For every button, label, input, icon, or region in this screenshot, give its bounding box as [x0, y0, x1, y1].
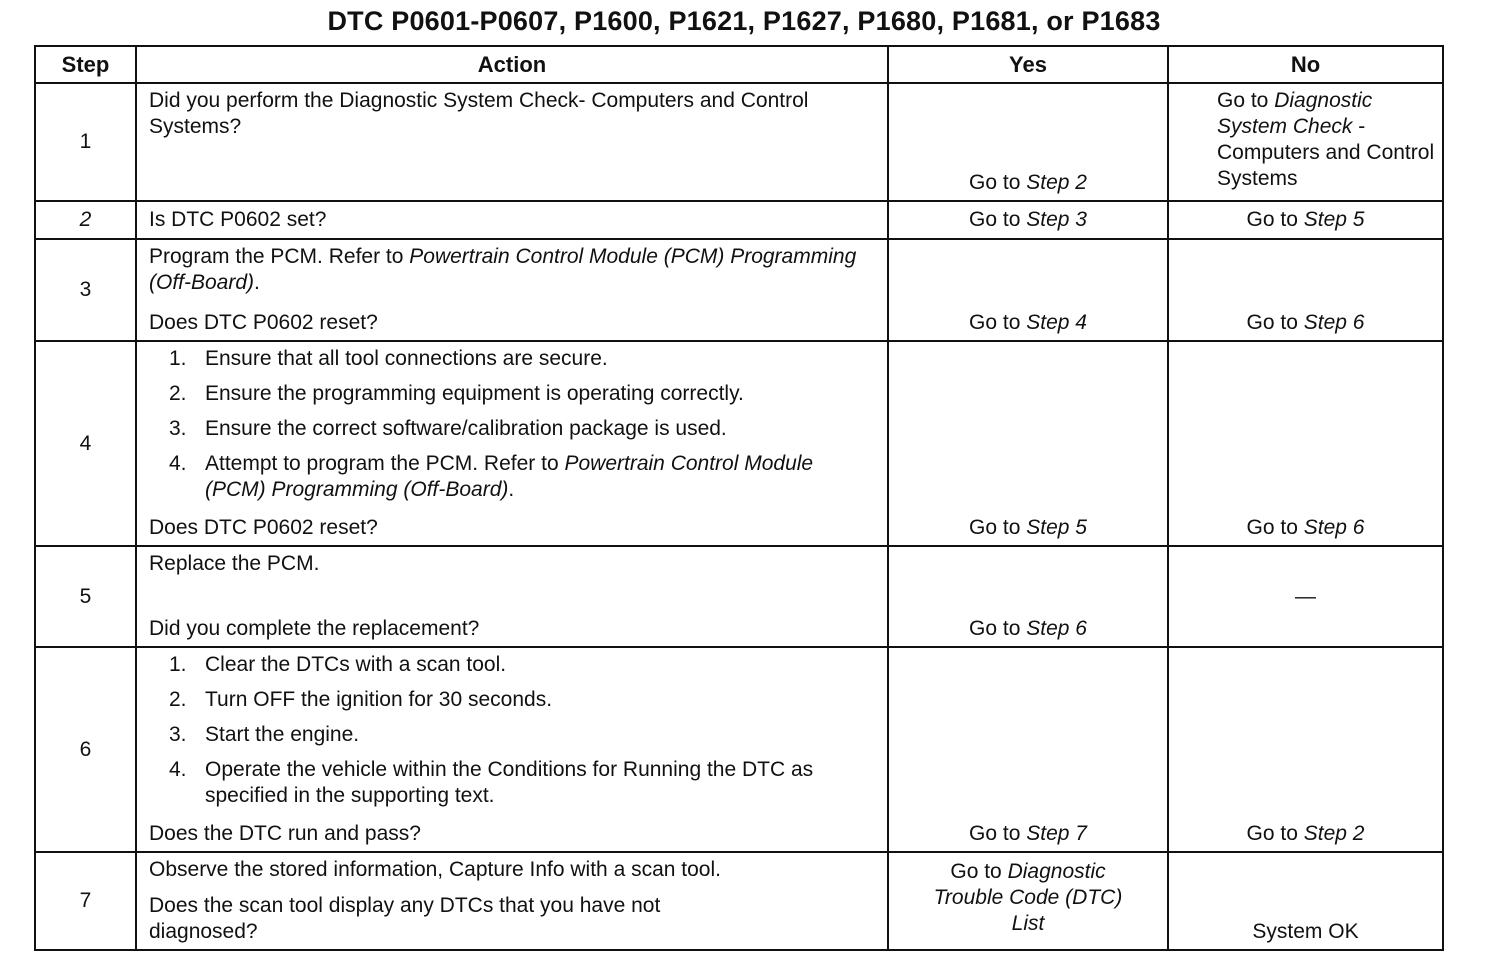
- no-rest: - Computers and Control Systems: [1217, 115, 1435, 190]
- no-cell: [1168, 83, 1443, 201]
- action-cell: Program the PCM. Refer to Powertrain Control Module (PCM) Programming (Off-Board). Does DTC P0602 reset?: [136, 239, 888, 341]
- no-prefix: Go to: [1246, 516, 1298, 539]
- list-item: 3. Start the engine.: [169, 723, 360, 746]
- action-cell: [136, 546, 888, 647]
- no-prefix: Go to: [1217, 89, 1269, 112]
- yes-cell: [888, 647, 1168, 852]
- table-row: [35, 83, 1443, 201]
- list-item: 1. Clear the DTCs with a scan tool.: [169, 653, 507, 676]
- yes-prefix: Go to: [969, 171, 1021, 194]
- yes-prefix: Go to: [969, 311, 1021, 334]
- no-prefix: Go to: [1246, 208, 1298, 231]
- action-text: Program the PCM. Refer to: [149, 245, 404, 268]
- table-row: [35, 546, 1443, 647]
- yes-prefix: Go to: [969, 516, 1021, 539]
- step-number: 1: [35, 83, 136, 201]
- no-link[interactable]: Step 6: [1303, 311, 1365, 334]
- action-list: [149, 652, 875, 809]
- table-row: [35, 647, 1443, 852]
- header-step: Step: [35, 46, 136, 83]
- yes-cell: [888, 341, 1168, 546]
- list-item: 2. Turn OFF the ignition for 30 seconds.: [169, 688, 553, 711]
- step-number-text: 2: [79, 208, 92, 231]
- table-row: [35, 341, 1443, 546]
- yes-link[interactable]: Step 4: [1026, 311, 1087, 334]
- no-dash: —: [1295, 584, 1316, 608]
- step-number: [35, 201, 136, 239]
- yes-link[interactable]: Step 5: [1026, 516, 1087, 539]
- action-cell: [136, 647, 888, 852]
- yes-prefix: Go to: [969, 208, 1021, 231]
- action-question: Does the DTC run and pass?: [149, 822, 421, 845]
- header-no: No: [1168, 46, 1443, 83]
- no-prefix: Go to: [1246, 822, 1298, 845]
- yes-cell: [888, 83, 1168, 201]
- action-question: Did you complete the replacement?: [149, 617, 480, 640]
- no-cell: [1168, 546, 1443, 647]
- action-reference[interactable]: Powertrain Control Module (PCM) Programming (Off-Board): [205, 452, 814, 501]
- no-link[interactable]: Step 5: [1303, 208, 1365, 231]
- yes-link[interactable]: Step 2: [1026, 171, 1087, 194]
- list-item: 4. Attempt to program the PCM. Refer to Powertrain Control Module (PCM) Programming (Off-Board).: [169, 452, 814, 501]
- table-row: [35, 239, 1443, 341]
- step-number: 5: [35, 546, 136, 647]
- list-item: 3. Ensure the correct software/calibration package is used.: [169, 417, 727, 440]
- action-question: Does DTC P0602 reset?: [149, 311, 378, 334]
- step-number: 7: [35, 852, 136, 950]
- no-link[interactable]: Diagnostic System Check: [1217, 89, 1373, 138]
- header-action: Action: [136, 46, 888, 83]
- action-question: Does the scan tool display any DTCs that you have not diagnosed?: [149, 894, 661, 943]
- no-result: System OK: [1252, 920, 1359, 943]
- step-number: 4: [35, 341, 136, 546]
- table-row: [35, 852, 1443, 950]
- page-title: DTC P0601-P0607, P1600, P1621, P1627, P1680, P1681, or P1683: [327, 6, 1161, 36]
- no-cell: [1168, 239, 1443, 341]
- yes-cell: [888, 546, 1168, 647]
- step-number: 3: [35, 239, 136, 341]
- list-item: 1. Ensure that all tool connections are secure.: [169, 347, 608, 370]
- action-question: Does DTC P0602 reset?: [149, 516, 378, 539]
- table-header-row: [35, 46, 1443, 83]
- action-text: Replace the PCM.: [149, 552, 320, 575]
- no-cell: [1168, 201, 1443, 239]
- action-cell: [136, 852, 888, 950]
- list-item: 2. Ensure the programming equipment is operating correctly.: [169, 382, 744, 405]
- action-cell: [136, 83, 888, 201]
- yes-prefix: Go to: [969, 822, 1021, 845]
- no-cell: [1168, 341, 1443, 546]
- yes-link[interactable]: Step 7: [1026, 822, 1087, 845]
- yes-prefix: Go to: [950, 860, 1002, 883]
- header-yes: Yes: [888, 46, 1168, 83]
- action-list: [149, 346, 875, 503]
- yes-cell: [888, 201, 1168, 239]
- step-number: 6: [35, 647, 136, 852]
- action-cell: [136, 341, 888, 546]
- action-text: Observe the stored information, Capture Info with a scan tool.: [149, 858, 721, 881]
- yes-prefix: Go to: [969, 617, 1021, 640]
- diagnostic-table: [34, 45, 1444, 951]
- action-reference[interactable]: Powertrain Control Module (PCM) Programming (Off-Board): [149, 245, 857, 294]
- yes-cell: [888, 239, 1168, 341]
- no-cell: [1168, 647, 1443, 852]
- yes-link[interactable]: Step 3: [1026, 208, 1087, 231]
- no-link[interactable]: Step 2: [1303, 822, 1365, 845]
- no-prefix: Go to: [1246, 311, 1298, 334]
- action-text: Is DTC P0602 set?: [149, 208, 327, 231]
- table-row: [35, 201, 1443, 239]
- yes-cell: [888, 852, 1168, 950]
- yes-link[interactable]: Diagnostic Trouble Code (DTC) List: [933, 860, 1123, 935]
- action-cell: [136, 201, 888, 239]
- no-link[interactable]: Step 6: [1303, 516, 1365, 539]
- action-text: Did you perform the Diagnostic System Check: [149, 89, 579, 112]
- yes-link[interactable]: Step 6: [1026, 617, 1087, 640]
- list-item: 4. Operate the vehicle within the Conditions for Running the DTC as specified in the supporting text.: [169, 758, 814, 807]
- action-text-rest: - Computers and Control Systems?: [149, 89, 809, 138]
- no-cell: [1168, 852, 1443, 950]
